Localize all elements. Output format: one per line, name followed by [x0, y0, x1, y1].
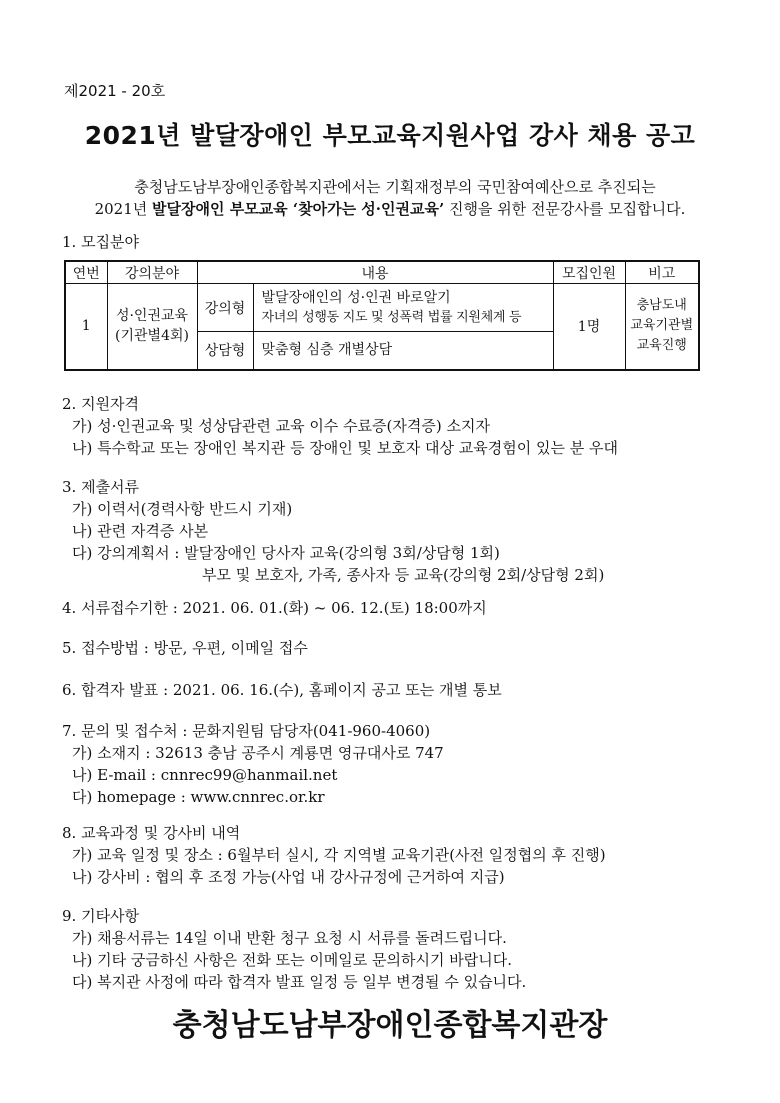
section-etc [62, 905, 526, 993]
section-course [62, 822, 606, 888]
list-item: 나) 기타 궁금하신 사항은 전화 또는 이메일로 문의하시기 바랍니다. [72, 951, 512, 969]
intro-line-2: 2021년 발달장애인 부모교육 ‘찾아가는 성·인권교육’ 진행을 위한 전문강사를 모집합니다. [94, 200, 686, 218]
list-item: 다) 복지관 사정에 따라 합격자 발표 일정 등 일부 변경될 수 있습니다. [72, 973, 527, 991]
cell-content-lecture: 발달장애인의 성·인권 바로알기 자녀의 성행동 지도 및 성폭력 법률 지원체계 등 [253, 284, 553, 332]
section-heading: 8. 교육과정 및 강사비 내역 [62, 824, 241, 842]
header-field: 강의분야 [107, 261, 197, 284]
document-number: 제2021 - 20호 [64, 82, 166, 100]
header-count: 모집인원 [553, 261, 625, 284]
cell-field: 성·인권교육 (기관별4회) [107, 284, 197, 370]
page-title: 2021년 발달장애인 부모교육지원사업 강사 채용 공고 [84, 121, 696, 150]
section-method: 5. 접수방법 : 방문, 우편, 이메일 접수 [62, 639, 308, 657]
section-heading: 7. 문의 및 접수처 : 문화지원팀 담당자(041-960-4060) [62, 722, 431, 740]
list-item: 가) 교육 일정 및 장소 : 6월부터 실시, 각 지역별 교육기관(사전 일정협의 후 진행) [72, 846, 606, 864]
cell-note: 충남도내 교육기관별 교육진행 [625, 284, 699, 370]
list-item: 가) 이력서(경력사항 반드시 기재) [72, 500, 293, 518]
list-item: 다) 강의계획서 : 발달장애인 당사자 교육(강의형 3회/상담형 1회) [72, 544, 500, 562]
section-documents [62, 476, 604, 586]
section-heading: 2. 지원자격 [62, 395, 140, 413]
section-recruitment [62, 231, 139, 253]
recruitment-table [64, 260, 700, 371]
table-row [65, 284, 699, 332]
list-item: 나) 특수학교 또는 장애인 복지관 등 장애인 및 보호자 대상 교육경험이 있는 분 우대 [72, 439, 619, 457]
cell-no: 1 [65, 284, 107, 370]
cell-type-counsel: 상담형 [197, 332, 253, 370]
list-item: 가) 성·인권교육 및 성상담관련 교육 이수 수료증(자격증) 소지자 [72, 417, 490, 435]
issuer-signature: 충청남도남부장애인종합복지관장 [172, 1008, 608, 1043]
section-qualification [62, 393, 618, 459]
section-heading: 3. 제출서류 [62, 478, 140, 496]
section-deadline: 4. 서류접수기한 : 2021. 06. 01.(화) ~ 06. 12.(토) 18:00까지 [62, 599, 487, 617]
section-heading: 1. 모집분야 [62, 233, 140, 251]
list-item-continuation: 부모 및 보호자, 가족, 종사자 등 교육(강의형 2회/상담형 2회) [202, 566, 605, 584]
section-heading: 9. 기타사항 [62, 907, 140, 925]
section-contact [62, 720, 444, 808]
section-announcement: 6. 합격자 발표 : 2021. 06. 16.(수), 홈페이지 공고 또는 개별 통보 [62, 681, 502, 699]
list-item: 가) 채용서류는 14일 이내 반환 청구 요청 시 서류를 돌려드립니다. [72, 929, 507, 947]
list-item: 다) homepage : www.cnnrec.or.kr [72, 788, 325, 806]
list-item: 가) 소재지 : 32613 충남 공주시 계룡면 영규대사로 747 [72, 744, 444, 762]
header-no: 연번 [65, 261, 107, 284]
cell-count: 1명 [553, 284, 625, 370]
cell-type-lecture: 강의형 [197, 284, 253, 332]
table-header-row [65, 261, 699, 284]
intro-line-1: 충청남도남부장애인종합복지관에서는 기획재정부의 국민참여예산으로 추진되는 [134, 178, 656, 196]
cell-content-counsel: 맞춤형 심층 개별상담 [253, 332, 553, 370]
header-content: 내용 [197, 261, 553, 284]
intro-program-name: 발달장애인 부모교육 ‘찾아가는 성·인권교육’ [152, 200, 445, 218]
list-item: 나) E-mail : cnnrec99@hanmail.net [72, 766, 338, 784]
list-item: 나) 강사비 : 협의 후 조정 가능(사업 내 강사규정에 근거하여 지급) [72, 868, 505, 886]
intro-paragraph [60, 176, 720, 220]
list-item: 나) 관련 자격증 사본 [72, 522, 209, 540]
header-note: 비고 [625, 261, 699, 284]
